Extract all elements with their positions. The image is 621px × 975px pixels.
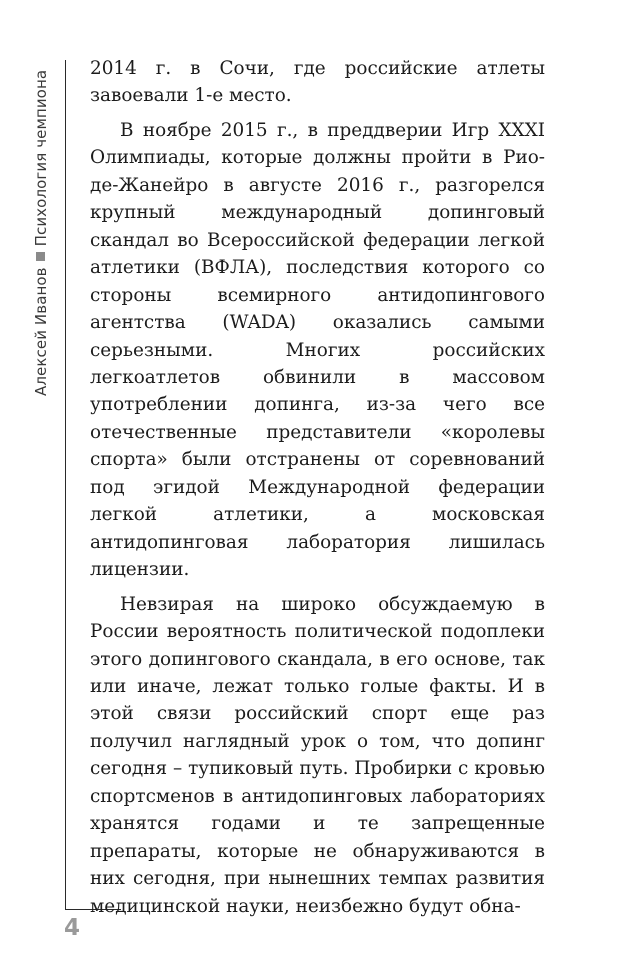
running-head-title: Психология чемпиона xyxy=(32,69,50,247)
running-head xyxy=(12,0,52,410)
running-head-text xyxy=(32,70,50,396)
paragraph-continued: 2014 г. в Сочи, где российские атлеты завоевали 1-е место. xyxy=(90,58,545,107)
running-head-separator xyxy=(36,252,45,261)
paragraph-doping-scandal: В ноябре 2015 г., в преддверии Игр XXXI Олимпиады, которые должны пройти в Рио-де-Жанейро в августе 2016 г., разгорелся крупный международный допинговый скандал во Всероссийской федерации легкой атлетики (ВФЛА), последствия которого со стороны всемирного антидопингового агентства (WADA) оказались самыми серьезными. Многих российских легкоатлетов обвинили в массовом употреблении допинга, из-за чего все отечественные представители «королевы спорта» были отстранены от соревнований под эгидой Международной федерации легкой атлетики, а московская антидопинговая лаборатория лишилась лицензии. xyxy=(90,119,545,581)
running-head-author: Алексей Иванов xyxy=(32,267,50,396)
paragraph-lesson: Невзирая на широко обсуждаемую в России вероятность политической подоплеки этого допингового скандала, в его основе, так или иначе, лежат только голые факты. И в этой связи российский спорт еще раз получил наглядный урок о том, что допинг сегодня – тупиковый путь. Пробирки с кровью спортсменов в антидопинговых лабораториях хранятся годами и те запрещенные препараты, которые не обнаруживаются в них сегодня, при нынешних темпах развития медицинской науки, неизбежно будут обна- xyxy=(90,593,545,917)
margin-vertical-rule xyxy=(65,60,66,910)
page-number: 4 xyxy=(64,915,81,941)
body-text xyxy=(90,55,545,920)
